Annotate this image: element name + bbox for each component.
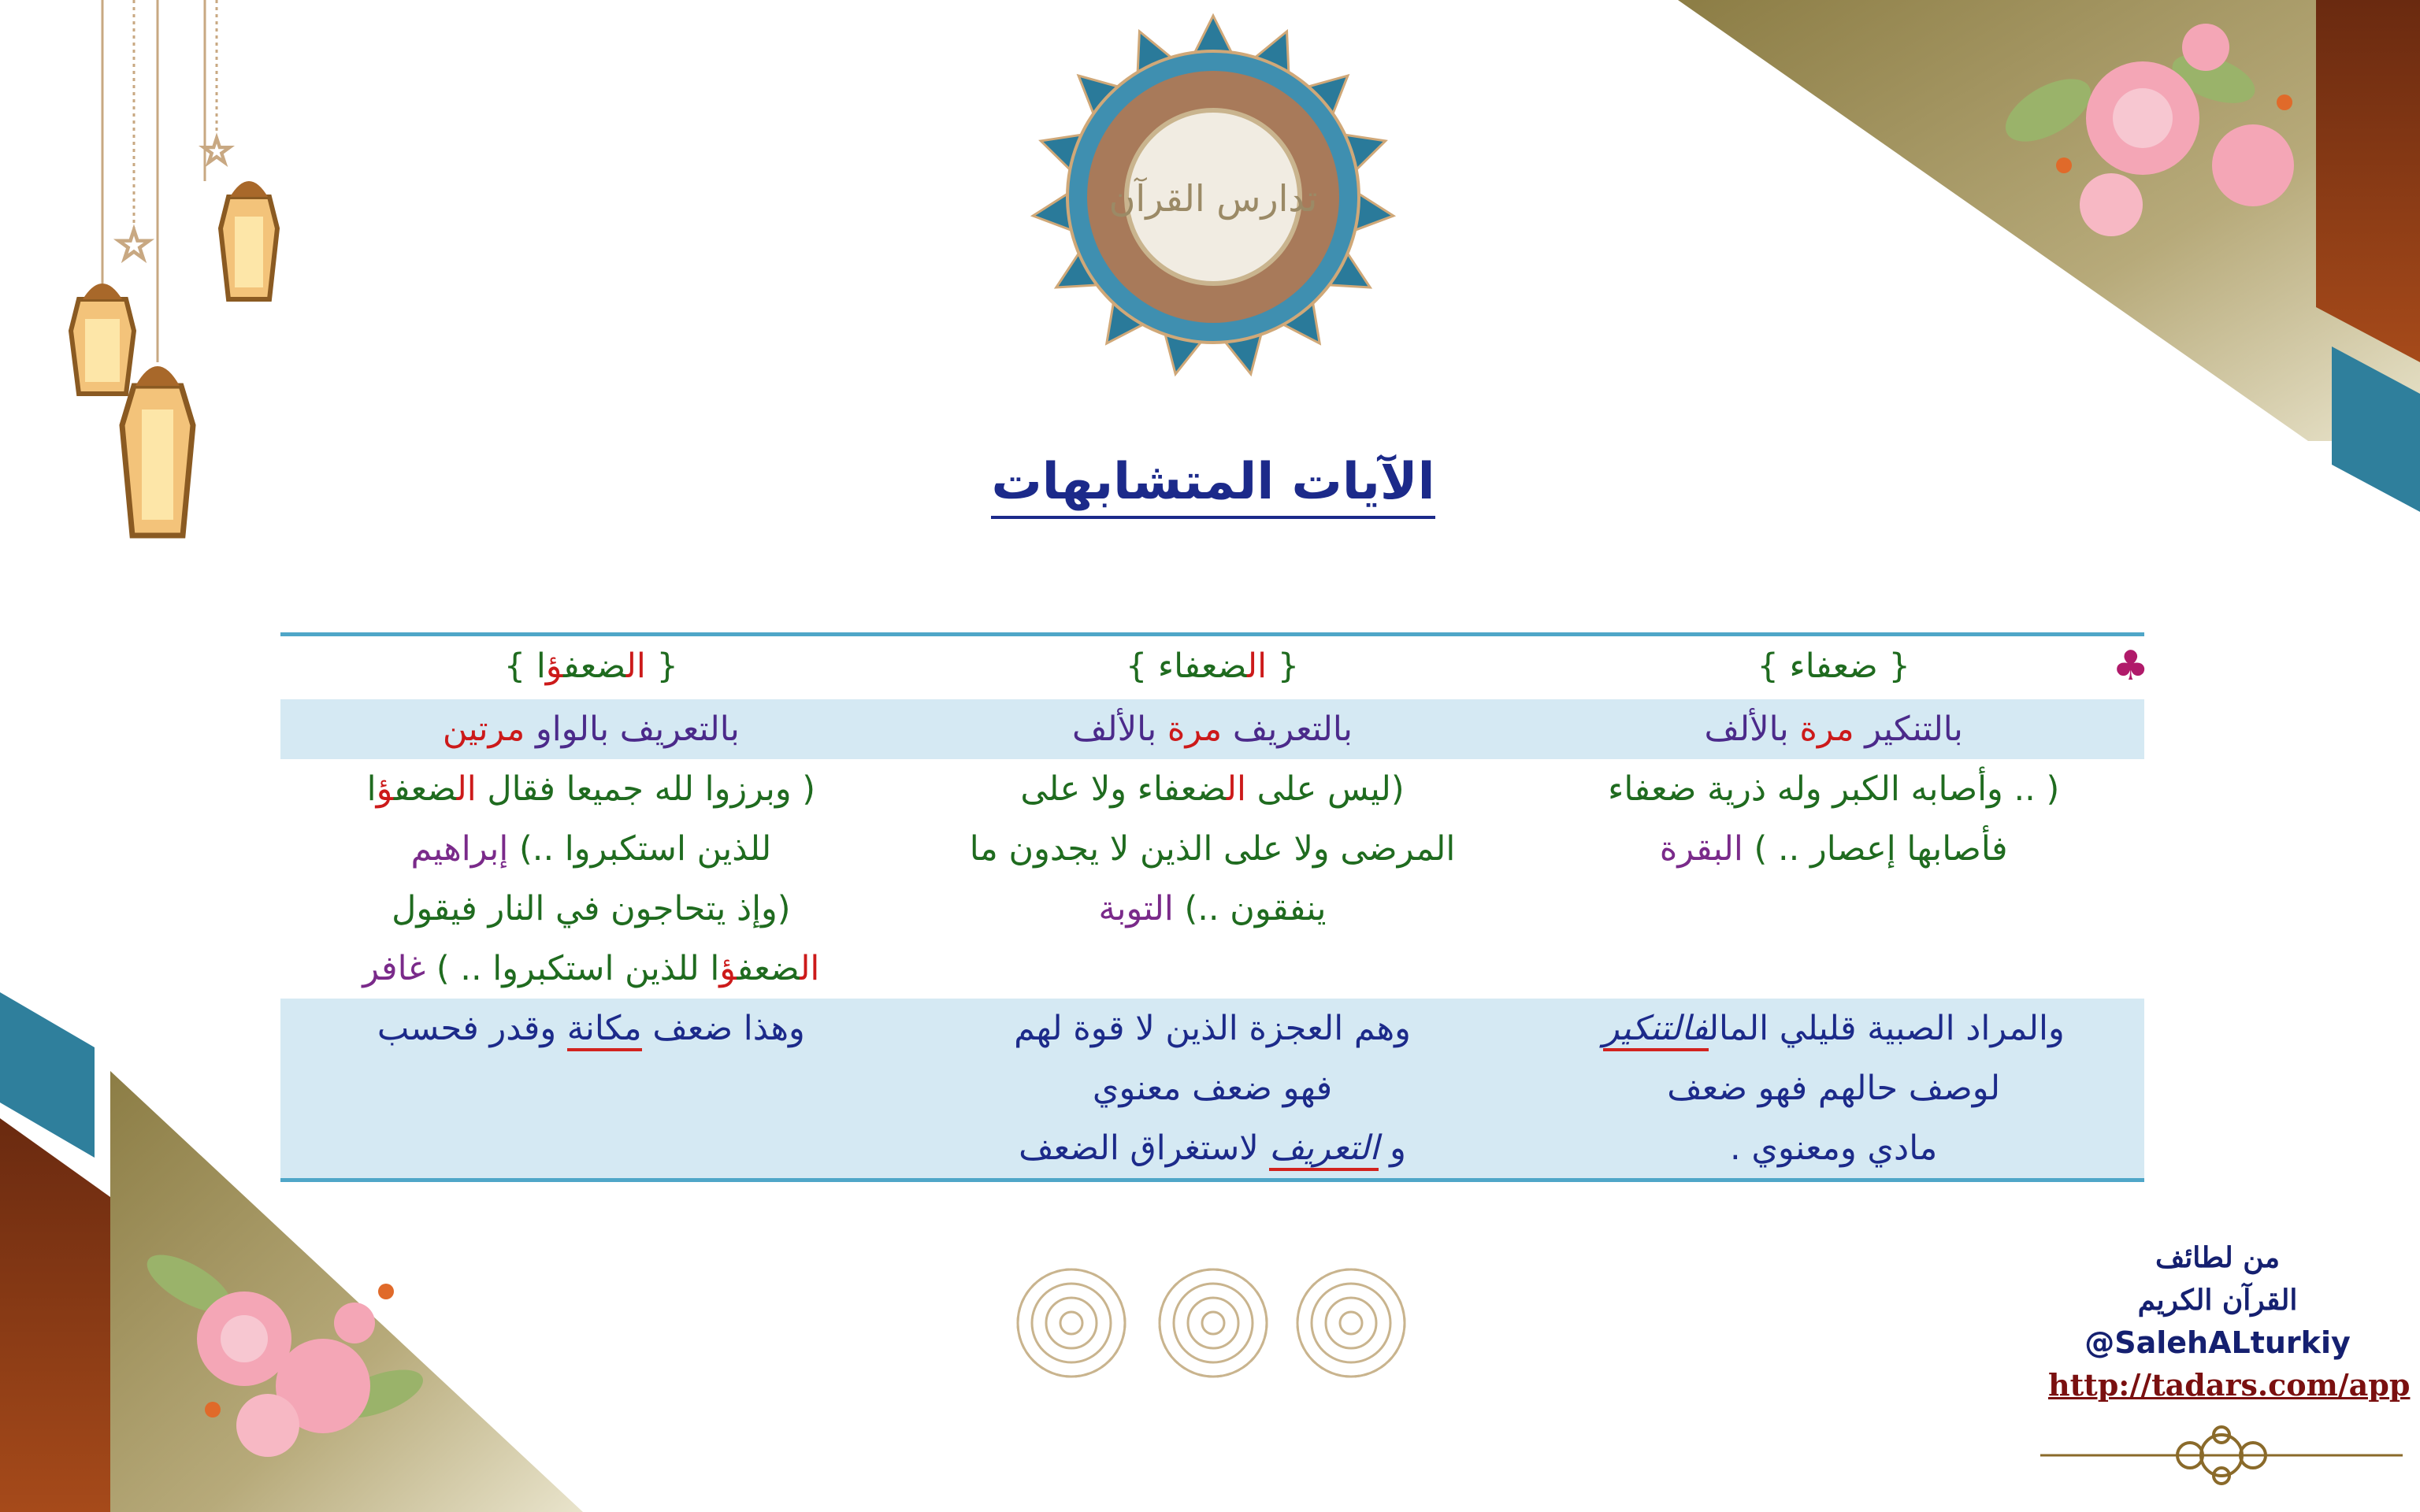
credits-line-1: من لطائف: [2155, 1241, 2280, 1274]
header-cell-1: ♣ { ضعفاء }: [1523, 635, 2144, 700]
svg-text:☆: ☆: [199, 129, 234, 173]
flowers-bottom-left: [126, 1236, 457, 1496]
top-right-brown-band: [2316, 0, 2420, 362]
flowers-top-right: [1954, 0, 2316, 268]
rosettes-decoration: [1008, 1260, 1418, 1386]
rosette-3-icon: [1297, 1269, 1405, 1377]
sub-cell-1: بالتنكير مرة بالألف: [1523, 699, 2144, 759]
lantern-2: [122, 366, 193, 536]
lantern-1: [71, 284, 134, 394]
rosette-1-icon: [1018, 1269, 1125, 1377]
svg-text:☆: ☆: [113, 220, 154, 271]
lanterns-decoration: [47, 0, 362, 567]
ornamental-divider: [2032, 1424, 2411, 1487]
table-row-header: [280, 635, 2144, 700]
note-cell-2: وهم العجزة الذين لا قوة لهم فهو ضعف معنوي و التعريف لاستغراق الضعف: [902, 999, 1524, 1180]
example-cell-1: ( .. وأصابه الكبر وله ذرية ضعفاء فأصابها إعصار .. ) البقرة: [1523, 759, 2144, 999]
club-icon: ♣: [2112, 643, 2149, 690]
table-row-note: [280, 999, 2144, 1180]
page-title: الآيات المتشابهات: [969, 453, 1457, 511]
credits-line-2: القرآن الكريم: [2137, 1284, 2298, 1317]
bottom-left-brown-band: [0, 1118, 110, 1512]
table-row-sub: [280, 699, 2144, 759]
credits-url-link[interactable]: http://tadars.com/app: [2048, 1367, 2411, 1403]
note-cell-3: وهذا ضعف مكانة وقدر فحسب: [280, 999, 902, 1180]
comparison-table: [280, 632, 2149, 1182]
example-cell-3: ( وبرزوا لله جميعا فقال الضعفؤا للذين استكبروا ..) إبراهيم (وإذ يتحاجون في النار فيقول الضعفؤا للذين استكبروا .. ) غافر: [280, 759, 902, 999]
header-cell-3: { الضعفؤا }: [280, 635, 902, 700]
note-cell-1: والمراد الصبية قليلي المالفالتنكير لوصف حالهم فهو ضعف مادي ومعنوي .: [1523, 999, 2144, 1180]
logo-text: تدارس القرآن: [1108, 177, 1318, 220]
lantern-3: [221, 181, 277, 299]
credits-block: [2048, 1236, 2411, 1406]
table-row-example: [280, 759, 2144, 999]
tadars-logo: [1024, 8, 1402, 386]
example-cell-2: (ليس على الضعفاء ولا على المرضى ولا على الذين لا يجدون ما ينفقون ..) التوبة: [902, 759, 1524, 999]
rosette-2-icon: [1160, 1269, 1267, 1377]
credits-handle: @SalehALturkiy: [2084, 1325, 2351, 1360]
sub-cell-2: بالتعريف مرة بالألف: [902, 699, 1524, 759]
header-cell-2: { الضعفاء }: [902, 635, 1524, 700]
sub-cell-3: بالتعريف بالواو مرتين: [280, 699, 902, 759]
